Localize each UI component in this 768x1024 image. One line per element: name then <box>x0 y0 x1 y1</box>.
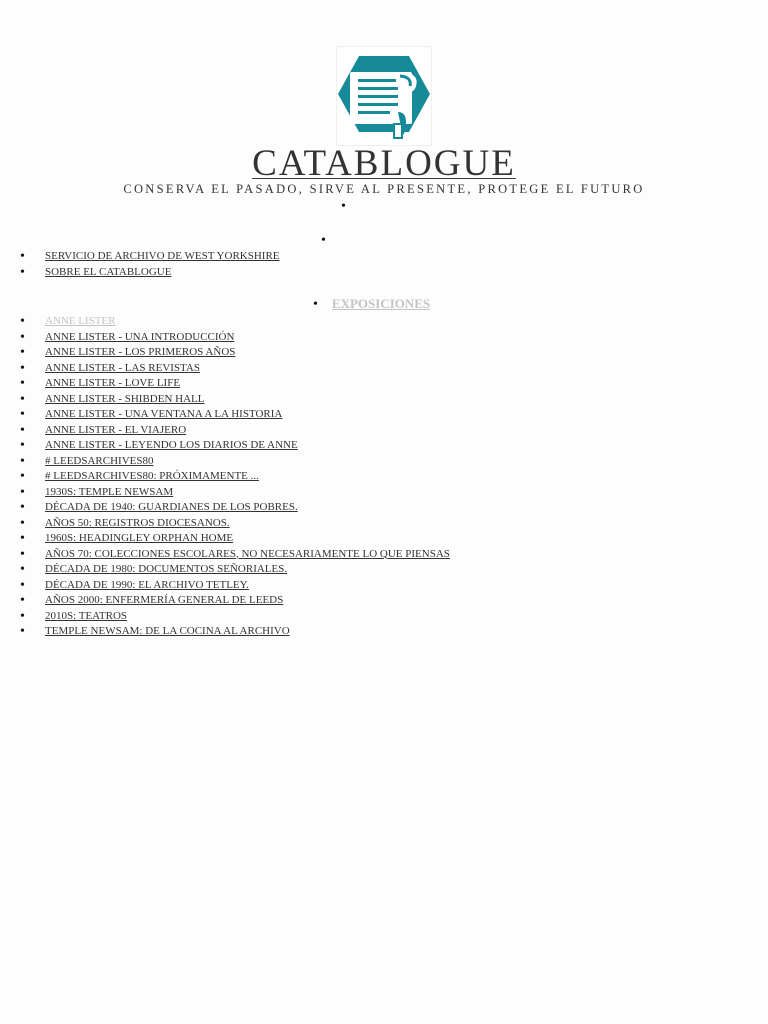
menu-item <box>0 547 450 563</box>
menu-link[interactable]: ANNE LISTER - EL VIAJERO <box>45 423 187 436</box>
menu-link[interactable]: DÉCADA DE 1990: EL ARCHIVO TETLEY. <box>45 578 249 591</box>
menu-link[interactable]: DÉCADA DE 1940: GUARDIANES DE LOS POBRES. <box>45 501 298 513</box>
menu-item <box>0 423 450 439</box>
menu-link[interactable]: # LEEDSARCHIVES80: PRÓXIMAMENTE ... <box>45 470 259 482</box>
menu-item <box>0 361 450 377</box>
menu-link[interactable]: ANNE LISTER - LOVE LIFE <box>45 377 181 389</box>
menu-link[interactable]: ANNE LISTER - LEYENDO LOS DIARIOS DE ANNE <box>45 439 298 451</box>
menu-item <box>0 578 450 594</box>
menu-item <box>0 516 450 532</box>
top-nav <box>0 249 280 280</box>
site-logo[interactable] <box>336 46 432 146</box>
menu-link[interactable]: 1960S: HEADINGLEY ORPHAN HOME <box>45 532 234 544</box>
menu-item <box>0 624 450 640</box>
menu-link-active[interactable]: ANNE LISTER <box>45 315 116 327</box>
menu-item <box>0 438 450 454</box>
menu-item <box>0 454 450 470</box>
menu-item <box>0 609 450 625</box>
menu-item <box>0 407 450 423</box>
menu-item <box>0 330 450 346</box>
site-title <box>0 142 768 186</box>
menu-link[interactable]: ANNE LISTER - SHIBDEN HALL <box>45 392 205 405</box>
menu-item <box>0 593 450 609</box>
bullet-marker: • <box>341 199 346 214</box>
exhibitions-menu <box>0 314 450 640</box>
menu-item <box>0 392 450 408</box>
menu-item <box>0 531 450 547</box>
menu-link[interactable]: ANNE LISTER - UNA INTRODUCCIÓN <box>45 330 235 343</box>
menu-link[interactable]: 1930S: TEMPLE NEWSAM <box>45 485 174 498</box>
menu-link[interactable]: TEMPLE NEWSAM: DE LA COCINA AL ARCHIVO <box>45 625 290 637</box>
bullet-marker: • <box>321 233 326 248</box>
scroll-document-icon <box>336 46 432 146</box>
menu-link[interactable]: AÑOS 50: REGISTROS DIOCESANOS. <box>45 516 230 529</box>
menu-item <box>0 500 450 516</box>
menu-item <box>0 485 450 501</box>
site-tagline: CONSERVA EL PASADO, SIRVE AL PRESENTE, PROTEGE EL FUTURO <box>123 182 645 196</box>
menu-link[interactable]: 2010S: TEATROS <box>45 609 128 622</box>
menu-link[interactable]: ANNE LISTER - UNA VENTANA A LA HISTORIA <box>45 408 283 420</box>
nav-link[interactable]: SOBRE EL CATABLOGUE <box>45 265 172 278</box>
menu-item <box>0 345 450 361</box>
menu-link[interactable]: DÉCADA DE 1980: DOCUMENTOS SEÑORIALES. <box>45 563 288 575</box>
nav-item-about <box>0 265 280 281</box>
bullet-marker: • <box>313 297 318 312</box>
menu-link[interactable]: AÑOS 70: COLECCIONES ESCOLARES, NO NECESARIAMENTE LO QUE PIENSAS <box>45 547 450 560</box>
menu-link[interactable]: AÑOS 2000: ENFERMERÍA GENERAL DE LEEDS <box>45 594 284 606</box>
menu-item <box>0 562 450 578</box>
menu-link[interactable]: # LEEDSARCHIVES80 <box>45 454 154 467</box>
menu-item <box>0 469 450 485</box>
exhibitions-heading <box>313 296 430 313</box>
menu-link[interactable]: ANNE LISTER - LAS REVISTAS <box>45 361 200 374</box>
menu-item <box>0 314 450 330</box>
nav-item-west-yorkshire <box>0 249 280 265</box>
menu-link[interactable]: ANNE LISTER - LOS PRIMEROS AÑOS <box>45 346 236 358</box>
nav-link[interactable]: SERVICIO DE ARCHIVO DE WEST YORKSHIRE <box>45 250 280 262</box>
exhibitions-link[interactable]: EXPOSICIONES <box>331 296 431 311</box>
site-title-link[interactable]: CATABLOGUE <box>252 143 516 184</box>
menu-item <box>0 376 450 392</box>
